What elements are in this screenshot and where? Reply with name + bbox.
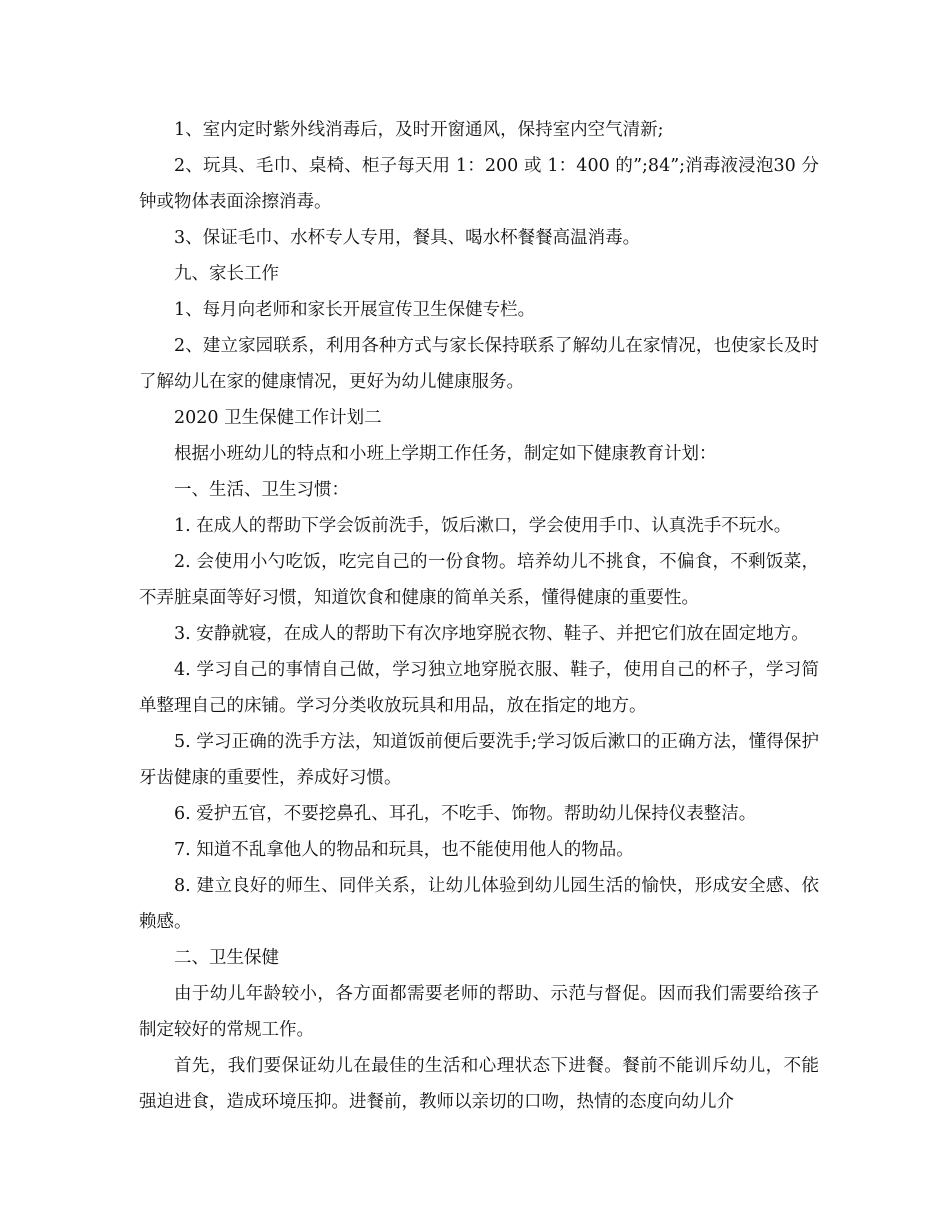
paragraph: 3、保证毛巾、水杯专人专用，餐具、喝水杯餐餐高温消毒。 [174, 228, 641, 248]
paragraph: 2、玩具、毛巾、桌椅、柜子每天用 1：200 或 1：400 的”;84”;消毒液浸泡30 分钟或物体表面涂擦消毒。 [139, 156, 819, 212]
paragraph: 由于幼儿年龄较小，各方面都需要老师的帮助、示范与督促。因而我们需要给孩子制定较好的常规工作。 [139, 984, 819, 1040]
section-heading: 二、卫生保健 [174, 948, 279, 968]
paragraph: 1、室内定时紫外线消毒后，及时开窗通风，保持室内空气清新; [174, 120, 664, 140]
list-item: 8. 建立良好的师生、同伴关系，让幼儿体验到幼儿园生活的愉快，形成安全感、依赖感。 [139, 876, 819, 932]
list-item: 3. 安静就寝，在成人的帮助下有次序地穿脱衣物、鞋子、并把它们放在固定地方。 [174, 624, 809, 644]
list-item: 5. 学习正确的洗手方法，知道饭前便后要洗手;学习饭后漱口的正确方法，懂得保护牙齿健康的重要性，养成好习惯。 [139, 732, 819, 788]
list-item: 7. 知道不乱拿他人的物品和玩具，也不能使用他人的物品。 [174, 840, 634, 860]
list-item: 1. 在成人的帮助下学会饭前洗手，饭后漱口，学会使用手巾、认真洗手不玩水。 [174, 516, 792, 536]
document-body [139, 112, 819, 1120]
list-item: 4. 学习自己的事情自己做，学习独立地穿脱衣服、鞋子，使用自己的杯子，学习简单整理自己的床铺。学习分类收放玩具和用品，放在指定的地方。 [139, 660, 819, 716]
paragraph: 2、建立家园联系，利用各种方式与家长保持联系了解幼儿在家情况，也使家长及时了解幼儿在家的健康情况，更好为幼儿健康服务。 [139, 336, 819, 392]
list-item: 2. 会使用小勺吃饭，吃完自己的一份食物。培养幼儿不挑食，不偏食，不剩饭菜，不弄脏桌面等好习惯，知道饮食和健康的简单关系，懂得健康的重要性。 [139, 552, 819, 608]
section-title: 2020 卫生保健工作计划二 [174, 408, 382, 428]
section-heading: 一、生活、卫生习惯： [174, 480, 349, 500]
section-heading: 九、家长工作 [174, 264, 279, 284]
paragraph: 1、每月向老师和家长开展宣传卫生保健专栏。 [174, 300, 536, 320]
paragraph: 根据小班幼儿的特点和小班上学期工作任务，制定如下健康教育计划： [174, 444, 717, 464]
paragraph: 首先，我们要保证幼儿在最佳的生活和心理状态下进餐。餐前不能训斥幼儿，不能强迫进食，造成环境压抑。进餐前，教师以亲切的口吻，热情的态度向幼儿介 [139, 1056, 819, 1112]
list-item: 6. 爱护五官，不要挖鼻孔、耳孔，不吃手、饰物。帮助幼儿保持仪表整洁。 [174, 804, 757, 824]
